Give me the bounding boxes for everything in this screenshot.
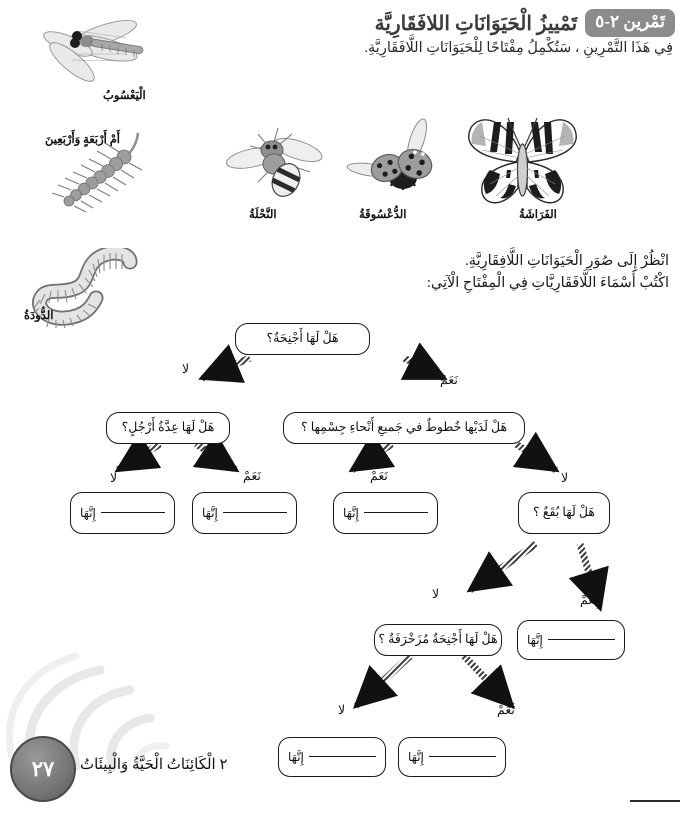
- edge-label-yes-3: نَعَمْ: [370, 469, 388, 483]
- question-node-wings[interactable]: [235, 323, 370, 355]
- decorative-swirl: [0, 640, 210, 830]
- answer-blank-line[interactable]: [309, 755, 376, 757]
- figure-label-worm: الدُّودَةُ: [24, 310, 54, 322]
- page-number-badge: ٢٧: [10, 736, 76, 802]
- figure-label-ladybug: الدُّعْسُوقَةُ: [359, 209, 407, 221]
- edge-label-yes-5: نَعَمْ: [497, 703, 515, 717]
- answer-box-2[interactable]: [192, 492, 297, 534]
- answer-prefix: إِنَّهَا: [408, 749, 424, 764]
- answer-blank-line[interactable]: [429, 755, 496, 757]
- answer-prefix: إِنَّهَا: [527, 632, 543, 647]
- edge-label-yes-1: نَعَمْ: [440, 373, 458, 387]
- answer-blank-line[interactable]: [548, 638, 615, 640]
- answer-prefix: إِنَّهَا: [80, 505, 96, 520]
- dragonfly-illustration: [22, 14, 172, 94]
- answer-blank-line[interactable]: [223, 511, 287, 513]
- edge-label-yes-2: نَعَمْ: [243, 469, 261, 483]
- edge-label-no-1: لا: [182, 362, 190, 376]
- answer-prefix: إِنَّهَا: [202, 505, 218, 520]
- question-text: هَلْ لَهَا أَجْنِحَةٌ؟: [266, 331, 339, 346]
- edge-label-no-5: لا: [338, 703, 346, 717]
- figure-label-dragonfly: الْيَعْسُوبُ: [103, 90, 146, 102]
- figure-label-butterfly: الفَرَاشَةُ: [519, 209, 557, 221]
- answer-box-3[interactable]: [333, 492, 438, 534]
- answer-box-4[interactable]: [517, 620, 625, 660]
- edge-label-yes-4: نَعَمْ: [580, 593, 598, 607]
- answer-prefix: إِنَّهَا: [288, 749, 304, 764]
- answer-box-6[interactable]: [398, 737, 506, 777]
- question-node-spots[interactable]: [518, 492, 610, 534]
- bee-illustration: [222, 122, 332, 210]
- instruction-line-2: اكْتُبْ أَسْمَاءَ اللَّافَقَارِيَّاتِ فِي الْمِفْتَاحِ الْآتِي:: [426, 275, 669, 292]
- footer-rule: [630, 800, 680, 802]
- question-text: هَلْ لَهَا بُقَعٌ ؟: [533, 505, 595, 520]
- figure-label-bee: النَّحْلَةُ: [249, 209, 277, 221]
- edge-label-no-4: لا: [432, 587, 440, 601]
- ladybug-illustration: [345, 118, 453, 210]
- answer-box-1[interactable]: [70, 492, 175, 534]
- question-node-decorated-wings[interactable]: [374, 624, 502, 656]
- edge-label-no-3: لا: [561, 471, 569, 485]
- question-text: هَلْ لَهَا عِدَّةُ أَرْجُلٍ؟: [121, 420, 215, 435]
- question-node-many-legs[interactable]: [106, 412, 230, 444]
- answer-blank-line[interactable]: [364, 511, 428, 513]
- answer-blank-line[interactable]: [101, 511, 165, 513]
- butterfly-illustration: [460, 112, 585, 212]
- figure-label-centipede: أَمْ أَرْبَعَةٍ وَأَرْبَعِينَ: [45, 134, 121, 146]
- question-text: هَلْ لَدَيْها خُطوطٌ في جَميعِ أَنْحاءِ جِسْمِها ؟: [300, 420, 508, 435]
- instruction-line-1: انْظُرْ إِلَى صُوَرِ الْحَيَوَانَاتِ اللَّافِقَارِيَّةِ.: [465, 253, 669, 269]
- question-node-stripes[interactable]: [283, 412, 525, 444]
- exercise-badge: تَمْرين ٢-٥: [585, 9, 675, 37]
- answer-prefix: إِنَّهَا: [343, 505, 359, 520]
- footer-unit-text: ٢ الْكَائِنَاتُ الْحَيَّةُ وَالْبِيئَاتُ: [80, 757, 228, 773]
- page-title: تَمْييزُ الْحَيَوَانَاتِ اللافَقَارِيَّة: [374, 12, 578, 35]
- instructions-block: [300, 250, 669, 295]
- header-subtitle: فِي هَذَا التَّمْرِينِ ، سَتُكْمِلُ مِفْتَاحًا لِلْحَيَوَانَاتِ اللَّافَقَارِيَّةِ.: [364, 40, 673, 56]
- answer-box-5[interactable]: [278, 737, 386, 777]
- question-text: هَلْ لَهَا أَجْنِحَةٌ مُزَخْرَفَةٌ ؟: [378, 632, 498, 647]
- edge-label-no-2: لا: [110, 471, 118, 485]
- page-header: [250, 6, 675, 40]
